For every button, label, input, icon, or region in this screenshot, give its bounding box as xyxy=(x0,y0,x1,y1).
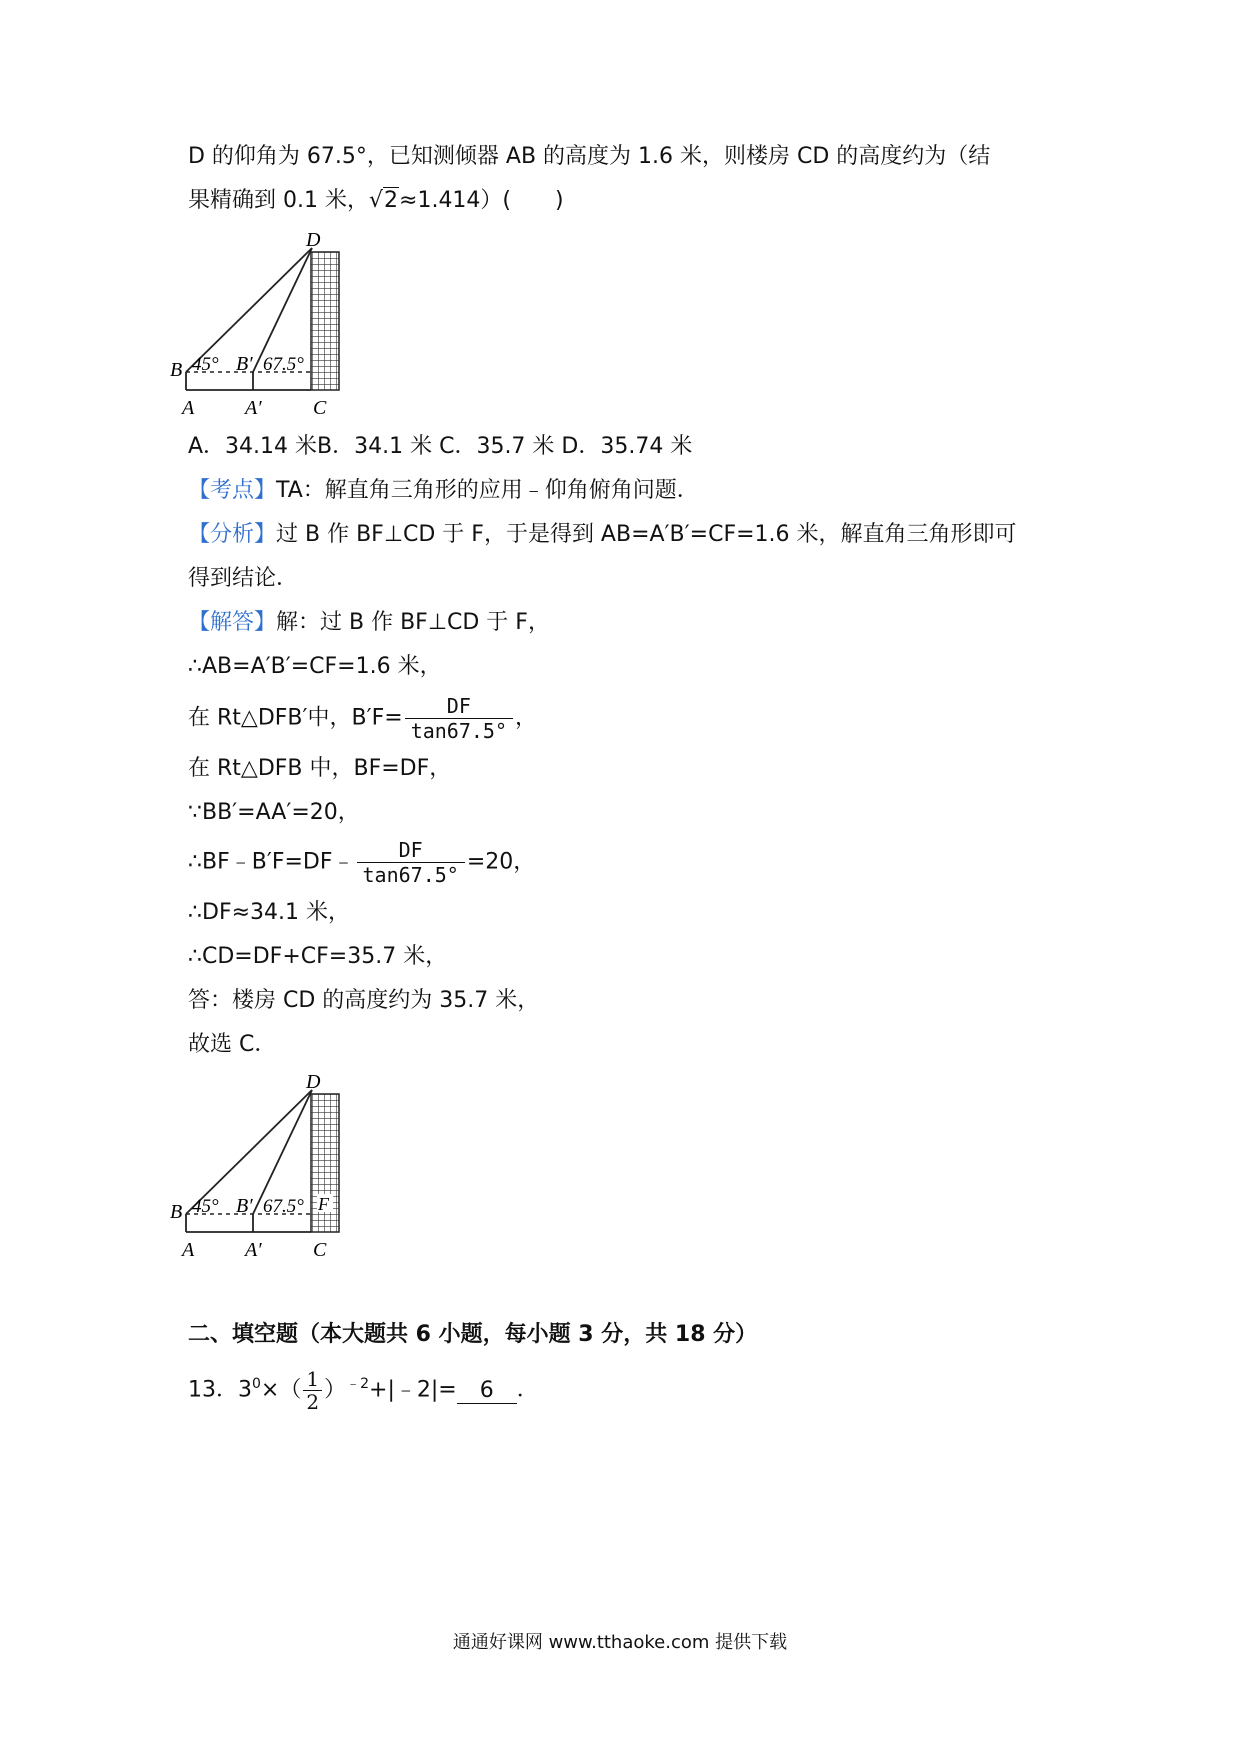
fraction-one-half xyxy=(303,1368,322,1413)
fraction-numerator-2: DF xyxy=(357,838,465,863)
footer-text: 通通好课网 www.tthaoke.com 提供下载 xyxy=(452,1632,788,1653)
angle-label-45: 45° xyxy=(192,1196,219,1217)
q13-prefix: 13．3 xyxy=(188,1377,252,1403)
label-F: F xyxy=(318,1194,329,1214)
step-9 xyxy=(188,1030,276,1060)
fenxi-line-2 xyxy=(188,564,298,594)
question-13 xyxy=(188,1368,539,1413)
label-B: B xyxy=(170,1201,183,1223)
answer-options xyxy=(188,432,692,462)
step-7 xyxy=(188,942,447,972)
angle-label-67-5: 67.5° xyxy=(263,1196,304,1217)
step-4 xyxy=(188,798,360,828)
label-D: D xyxy=(306,1071,321,1093)
label-Bprime: B′ xyxy=(236,1195,253,1217)
question-line-2 xyxy=(188,186,564,216)
step-6-text: ∴DF≈34.1 米， xyxy=(188,900,351,925)
jieda-tag: 【解答】 xyxy=(188,610,277,635)
fenxi-text: 过 B 作 BF⊥CD 于 F，于是得到 AB=A′B′=CF=1.6 米，解直角三角形即可 xyxy=(276,522,1017,547)
fenxi-tag: 【分析】 xyxy=(188,522,277,547)
q13-end: ． xyxy=(516,1377,539,1403)
step-9-text: 故选 C． xyxy=(188,1032,277,1057)
jieda-text: 解：过 B 作 BF⊥CD 于 F， xyxy=(276,610,550,635)
fraction-numerator: DF xyxy=(405,694,513,719)
step-5-text: ∴BF﹣B′F=DF﹣ xyxy=(188,849,355,875)
question-text-1: D 的仰角为 67.5°，已知测倾器 AB 的高度为 1.6 米，则楼房 CD 的高度约为（结 xyxy=(188,144,991,169)
step-6 xyxy=(188,898,350,928)
kaodian-text: TA：解直角三角形的应用﹣仰角俯角问题． xyxy=(276,478,699,503)
jieda-line xyxy=(188,608,550,638)
label-Aprime: A′ xyxy=(245,1239,262,1261)
step-5 xyxy=(188,838,535,887)
step-5-end: =20， xyxy=(466,849,536,875)
page-footer xyxy=(0,1630,1240,1656)
label-A: A xyxy=(182,397,195,419)
building xyxy=(311,252,339,390)
section-title xyxy=(188,1320,757,1350)
fenxi-text-2: 得到结论． xyxy=(188,566,299,591)
q13-times: ×（ xyxy=(260,1377,302,1403)
angle-label-45: 45° xyxy=(192,354,219,375)
step-8-text: 答：楼房 CD 的高度约为 35.7 米， xyxy=(188,988,540,1013)
geometry-diagram-2 xyxy=(170,1070,376,1262)
fraction-denominator: 2 xyxy=(306,1390,320,1414)
angle-label-67-5: 67.5° xyxy=(263,354,304,375)
step-2-text: 在 Rt△DFB′中，B′F= xyxy=(188,705,403,731)
label-C: C xyxy=(313,397,327,419)
step-2-end: ， xyxy=(515,705,538,731)
sqrt-radicand: 2 xyxy=(384,188,399,213)
fraction-denominator: tan67.5° xyxy=(410,719,508,743)
label-A: A xyxy=(182,1239,195,1261)
kaodian-line xyxy=(188,476,699,506)
fraction-numerator: 1 xyxy=(303,1368,322,1391)
label-Aprime: A′ xyxy=(245,397,262,419)
q13-close-paren: ） xyxy=(324,1377,347,1403)
sqrt-expression: √2 xyxy=(368,188,399,213)
q13-exponent-neg2: ﹣2 xyxy=(346,1376,370,1393)
options-text: A．34.14 米B．34.1 米 C．35.7 米 D．35.74 米 xyxy=(188,434,693,459)
fraction-df-over-tan xyxy=(405,694,513,743)
step-3 xyxy=(188,754,451,784)
fenxi-line-1 xyxy=(188,520,1017,550)
label-Bprime: B′ xyxy=(236,353,253,375)
section-title-text: 二、填空题（本大题共 6 小题，每小题 3 分，共 18 分） xyxy=(188,1322,758,1347)
question-line-1 xyxy=(188,142,990,172)
fraction-df-over-tan-2 xyxy=(357,838,465,887)
q13-abs-part: +|﹣2|= xyxy=(369,1377,457,1403)
step-7-text: ∴CD=DF+CF=35.7 米， xyxy=(188,944,448,969)
fraction-denominator-2: tan67.5° xyxy=(362,863,459,887)
kaodian-tag: 【考点】 xyxy=(188,478,277,503)
q13-exponent-0: 0 xyxy=(252,1376,261,1393)
geometry-diagram-1 xyxy=(170,228,376,420)
q13-answer-blank: 6 xyxy=(457,1379,517,1404)
step-1-text: ∴AB=A′B′=CF=1.6 米， xyxy=(188,654,442,679)
label-B: B xyxy=(170,359,183,381)
label-C: C xyxy=(313,1239,327,1261)
question-text-3: ≈1.414）( ) xyxy=(399,188,564,213)
step-4-text: ∵BB′=AA′=20， xyxy=(188,800,360,825)
question-text-2: 果精确到 0.1 米， xyxy=(188,188,369,213)
step-2 xyxy=(188,694,537,743)
step-8 xyxy=(188,986,539,1016)
label-D: D xyxy=(306,229,321,251)
step-1 xyxy=(188,652,442,682)
step-3-text: 在 Rt△DFB 中，BF=DF， xyxy=(188,756,452,781)
